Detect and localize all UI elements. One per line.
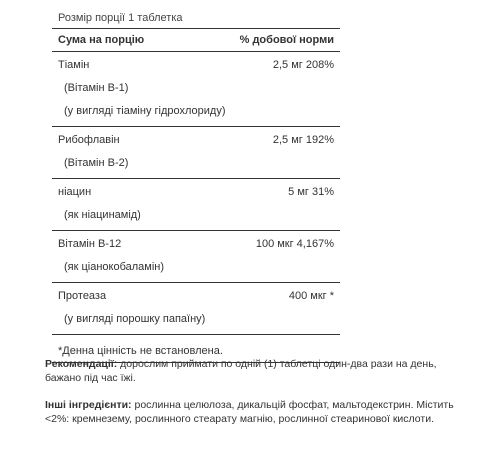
daily-value-footnote: *Денна цінність не встановлена. (52, 341, 340, 363)
nutrient-vitamin-b12 (52, 231, 340, 283)
table-header (52, 29, 340, 52)
supplement-facts-table (52, 8, 340, 363)
nutrient-name: Тіамін (58, 59, 90, 71)
nutrient-note: (як ціанокобаламін) (64, 261, 165, 273)
nutrient-note: (у вигляді тіаміну гідрохлориду) (64, 105, 226, 117)
nutrient-value: 2,5 мг 208% (272, 59, 334, 71)
nutrient-niacin (52, 179, 340, 231)
nutrient-row (52, 285, 340, 308)
nutrient-name: Протеаза (58, 290, 107, 302)
amount-per-serving-header: Сума на порцію (58, 34, 145, 46)
nutrient-value: 2,5 мг 192% (272, 134, 334, 146)
nutrient-protease (52, 283, 340, 335)
nutrient-name: ніацин (58, 186, 92, 198)
nutrient-note: (у вигляді порошку папаїну) (64, 313, 206, 325)
nutrient-row (52, 54, 340, 77)
ingredients-label: Інші інгредієнти: (45, 399, 132, 411)
nutrient-riboflavin (52, 127, 340, 179)
serving-size: Розмір порції 1 таблетка (52, 8, 340, 29)
recommendations-paragraph (45, 358, 465, 385)
nutrient-row (52, 129, 340, 152)
nutrient-note: (Вітамін B-2) (64, 157, 129, 169)
recommendations-label: Рекомендації: (45, 358, 118, 370)
nutrient-name: Вітамін B-12 (58, 238, 122, 250)
nutrient-value: 5 мг 31% (288, 186, 334, 198)
nutrient-value: 100 мкг 4,167% (255, 238, 334, 250)
ingredients-text: рослинна целюлоза, дикальцій фосфат, мальтодекстрин. Містить <2%: кремнезему, рослинного стеарату магнію, рослинної стеаринової кислоти. (45, 399, 454, 425)
nutrient-thiamin (52, 52, 340, 127)
nutrient-value: 400 мкг * (288, 290, 334, 302)
nutrient-name: Рибофлавін (58, 134, 120, 146)
other-ingredients-paragraph (45, 399, 465, 426)
recommendations-text: дорослим приймати по одній (1) таблетці один-два рази на день, бажано під час їжі. (45, 358, 437, 384)
nutrient-row (52, 233, 340, 256)
nutrient-note: (як ніацинамід) (64, 209, 141, 221)
nutrient-row (52, 181, 340, 204)
daily-value-header: % добової норми (239, 34, 334, 46)
nutrient-note: (Вітамін B-1) (64, 82, 129, 94)
